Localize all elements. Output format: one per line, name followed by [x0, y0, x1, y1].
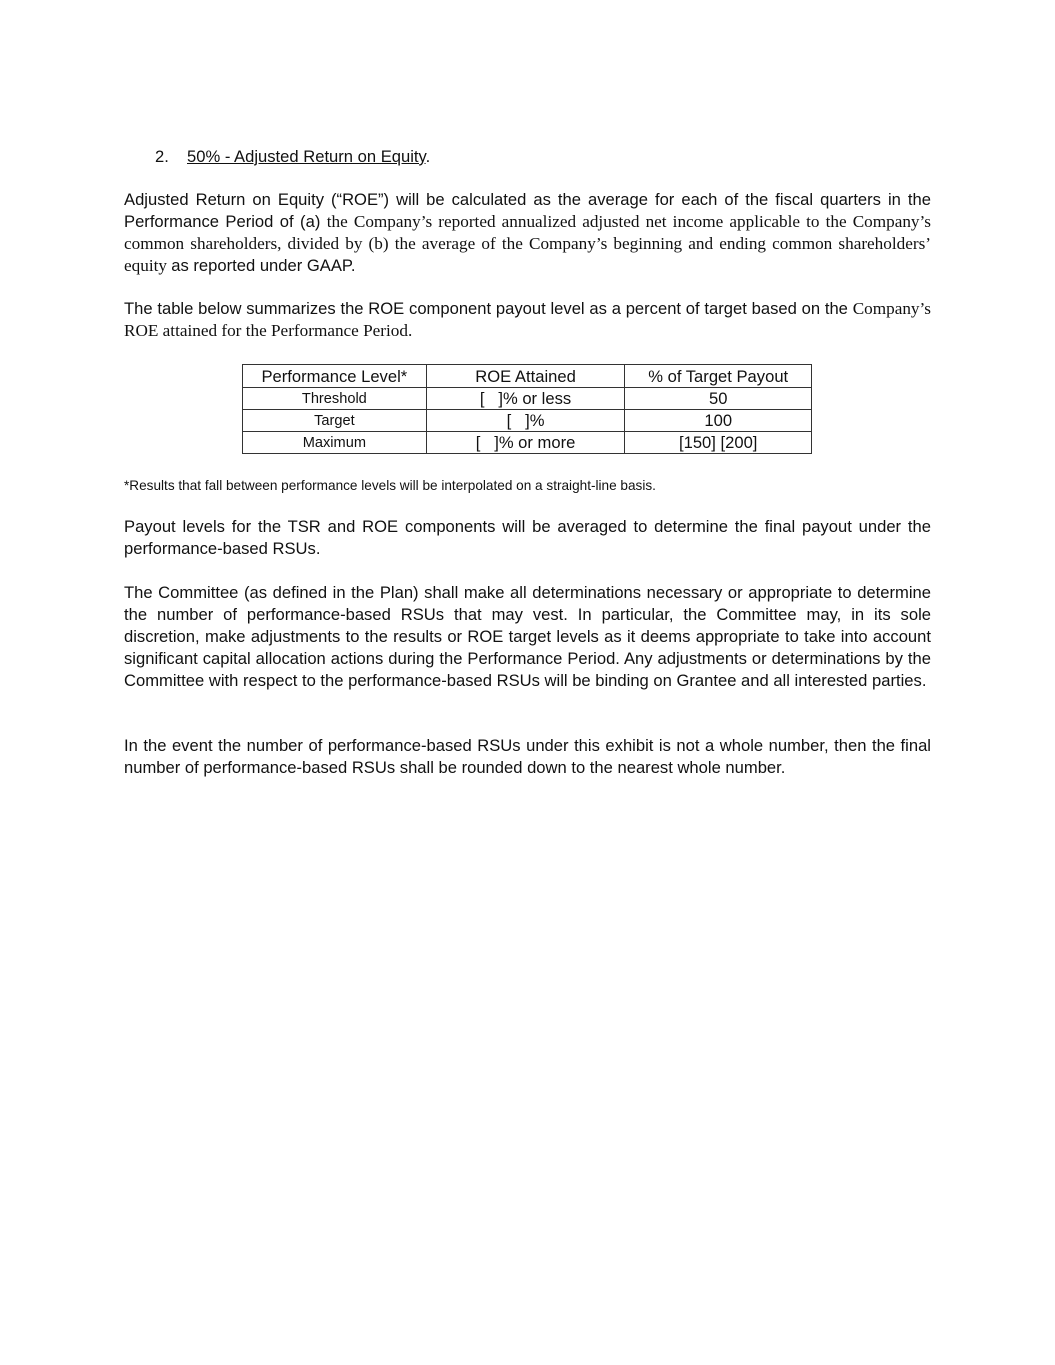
row-maximum-level: Maximum: [243, 432, 427, 454]
section-title-suffix: .: [425, 147, 431, 166]
table-intro-paragraph: [124, 298, 931, 342]
section-title: 50% - Adjusted Return on Equity: [187, 147, 426, 166]
row-threshold-payout: 50: [625, 388, 812, 410]
header-roe-attained: ROE Attained: [426, 365, 625, 388]
roe-payout-table: [242, 364, 812, 454]
table-footnote: *Results that fall between performance levels will be interpolated on a straight-line basis.: [124, 478, 656, 493]
roe-definition-part1: Adjusted Return on Equity (“ROE”) will be calculated as the average for each of the fiscal quarters in the Performance Period of (a): [124, 190, 931, 231]
table-row: [243, 388, 812, 410]
roe-definition-paragraph: [124, 189, 931, 277]
averaging-paragraph: Payout levels for the TSR and ROE components will be averaged to determine the final payout under the performance-based RSUs.: [124, 517, 931, 558]
section-heading: [155, 146, 430, 168]
committee-paragraph: The Committee (as defined in the Plan) shall make all determinations necessary or appropriate to determine the number of performance-based RSUs that may vest. In particular, the Committee may, in its sole discretion, make adjustments to the results or ROE target levels as it deems appropriate to take into account significant capital allocation actions during the Performance Period. Any adjustments or determinations by the Committee with respect to the performance-based RSUs will be binding on Grantee and all interested parties.: [124, 583, 931, 690]
table-header-row: [243, 365, 812, 388]
section-number: 2.: [155, 147, 169, 166]
row-threshold-roe: [ ]% or less: [426, 388, 625, 410]
rounding-paragraph: In the event the number of performance-based RSUs under this exhibit is not a whole number, then the final number of performance-based RSUs shall be rounded down to the nearest whole number.: [124, 736, 931, 777]
table-intro-part1: The table below summarizes the ROE component payout level as a percent of target based on the: [124, 299, 853, 318]
table-intro-part2: Company’s ROE attained for the Performance Period.: [124, 299, 931, 340]
table-row: [243, 410, 812, 432]
row-threshold-level: Threshold: [243, 388, 427, 410]
row-target-roe: [ ]%: [426, 410, 625, 432]
row-maximum-roe: [ ]% or more: [426, 432, 625, 454]
row-target-level: Target: [243, 410, 427, 432]
table-row: [243, 432, 812, 454]
roe-definition-part3: as reported under GAAP.: [171, 256, 356, 275]
row-maximum-payout: [150] [200]: [625, 432, 812, 454]
header-target-payout: % of Target Payout: [625, 365, 812, 388]
row-target-payout: 100: [625, 410, 812, 432]
header-performance-level: Performance Level*: [243, 365, 427, 388]
roe-definition-part2: the Company’s reported annualized adjusted net income applicable to the Company’s common shareholders, divided by (b) the average of the Company’s beginning and ending common shareholders’ equity: [124, 212, 931, 275]
